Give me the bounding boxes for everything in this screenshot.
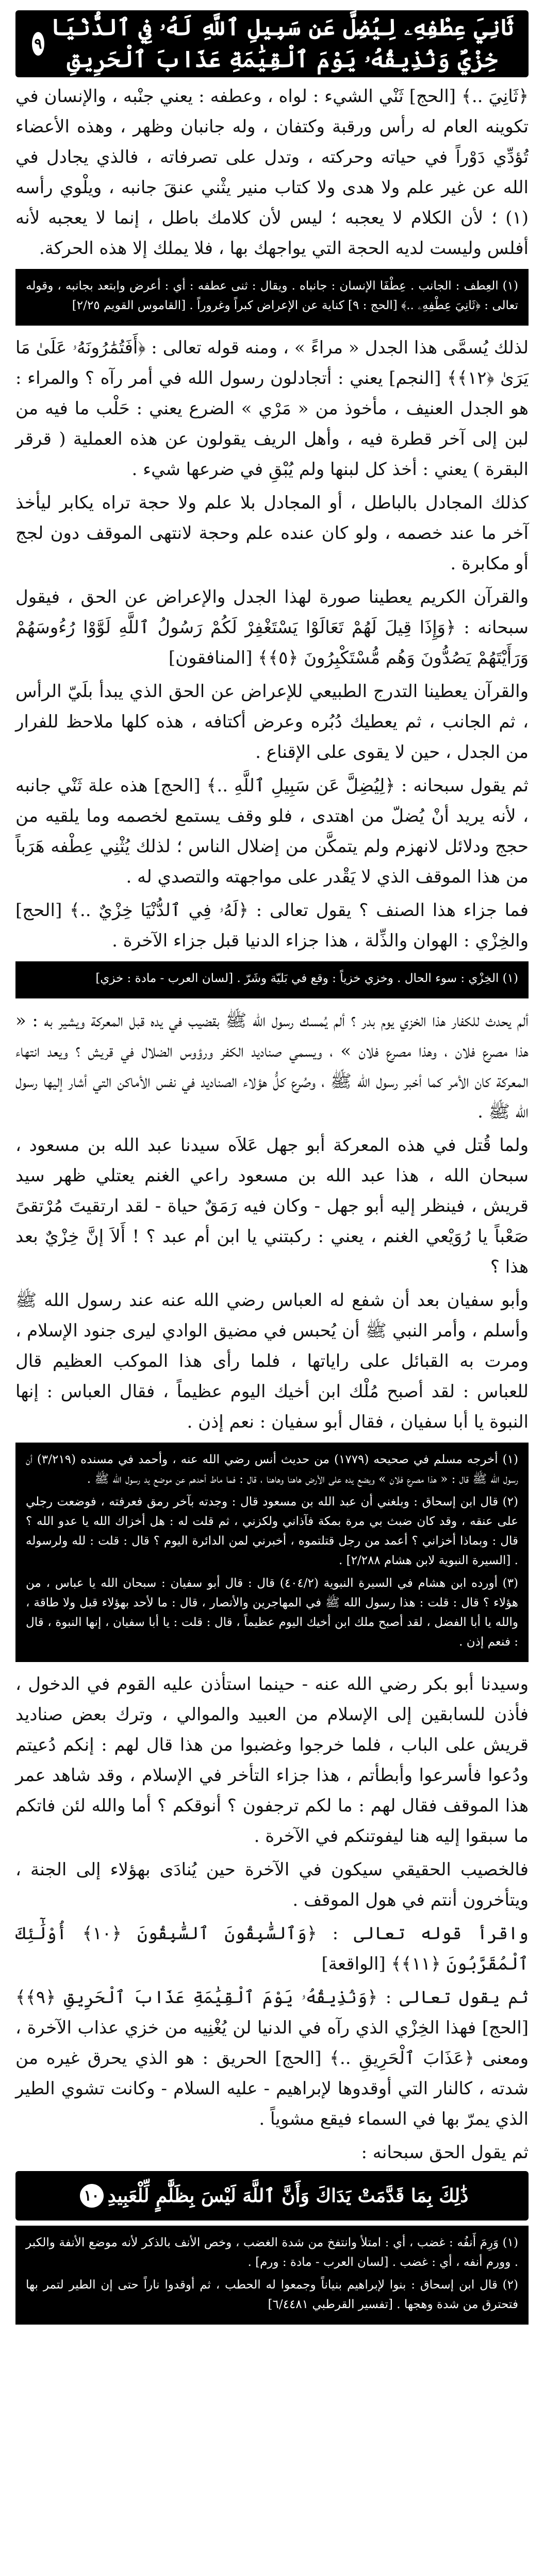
paragraph: والقرآن يعطينا التدرج الطبيعي للإعراض عن الحق الذي يبدأ بلَيّ الرأس ، ثم الجانب ، ثم يعطيك دُبُره وعرض أكتافه ، هذه كلها ملاحظ للفرار من الجدل ، حين لا يقوى على الإقناع . [15, 681, 529, 762]
body-section-1 [15, 81, 529, 264]
footnote-box-3 [15, 1443, 529, 1662]
footnote: (١) أخرجه مسلم في صحيحه (١٧٧٩) من حديث أنس رضي الله عنه ، وأحمد في مسنده (٣/٢١٩) أن رسول الله ﷺ قال : « هذا مصرع فلان » ويضع يده على الأرض هاهنا وهاهنا ، قال : فما ماط أحدهم عن موضع يد رسول الله ﷺ . [26, 1453, 518, 1486]
footnote: (٣) أورده ابن هشام في السيرة النبوية (٤٠٤/٢) قال : قال أبو سفيان : سبحان الله يا عباس ، من هؤلاء ؟ قال : قلت : هذا رسول الله ﷺ في المهاجرين والأنصار ، قال : ما لأحد بهؤلاء قبل ولا طاقة ، والله يا أبا الفضل ، لقد أصبح ملك ابن أخيك اليوم عظيماً ، قال : قلت : يا أبا سفيان ، إنها النبوة ، قال : فنعم إذن . [26, 1577, 518, 1649]
body-section-2 [15, 333, 529, 956]
ayah-text: ذَٰلِكَ بِمَا قَدَّمَتْ يَدَاكَ وَأَنَّ ٱللَّهَ لَيْسَ بِظَلَّٰمٍ لِّلْعَبِيدِ [107, 2185, 469, 2207]
paragraph: ثم يقول الحق سبحانه : [361, 2142, 529, 2163]
paragraph: وأبو سفيان بعد أن شفع له العباس رضي الله عنه عند رسول الله ﷺ وأسلم ، وأمر النبي ﷺ أن يُحبس في مضيق الوادي ليرى جنود الإسلام ، ومرت به القبائل على راياتها ، فلما رأى هذا الموكب العظيم قال للعباس : لقد أصبح مُلْك ابن أخيك اليوم عظيماً ، فقال العباس : إنها النبوة يا أبا سفيان ، فقال أبو سفيان : نعم إذن . [15, 1290, 529, 1432]
body-section-3 [15, 1006, 529, 1437]
footnote: (١) الخِزْي : سوء الحال . وخزي خزياً : وقع في بَليّة وشَرّ . [لسان العرب - مادة : خزي] [95, 972, 518, 985]
paragraph: واقرأ قوله تعالى : ﴿وَٱلسَّٰبِقُونَ ٱلسَّٰبِقُونَ ﴿١٠﴾ أُوْلَٰٓئِكَ ٱلْمُقَرَّبُونَ ﴿١١﴾﴾ [الواقعة] [15, 1923, 529, 1974]
paragraph: ثم يقول سبحانه : ﴿لِيُضِلَّ عَن سَبِيلِ ٱللَّهِ ..﴾ [الحج] هذه علة ثَنْي جانبه ، لأنه يريد أنْ يُضلّ من اهتدى ، فلو وقف يستمع لخصمه وما يلقيه من حجج ودلائل لانهزم ولم يتمكَّن من إضلال الناس ؛ لذلك يُثْنِي عِطْفه هَرَباً من هذا الموقف الذي لا يَقْدر على مواجهته والتصدي له . [15, 775, 529, 887]
paragraph: ولما قُتل في هذه المعركة أبو جهل عَلاَه سيدنا عبد الله بن مسعود ، سبحان الله ، هذا عبد الله بن مسعود راعي الغنم يعتلي ظهر سيد قريش ، فينظر إليه أبو جهل - وكان فيه رَمَقٌ حياة - لقد ارتقيتَ مُرْتقىً صَعْباً يا رُوَيْعي الغنم ، يعني : ركبتني يا ابن أم عبد ؟ ! أَلاَ إنَّ خِزْيٌ بعد هذا ؟ [15, 1135, 529, 1277]
footnote-box-1 [15, 269, 529, 326]
body-section-4 [15, 1669, 529, 2168]
ayah-text: ثَانِيَ عِطْفِهِۦ لِيُضِلَّ عَن سَبِيلِ ٱللَّهِ لَهُۥ فِي ٱلدُّنْيَا خِزْيٌ وَنُذِيقُهُۥ يَوْمَ ٱلْقِيَٰمَةِ عَذَابَ ٱلْحَرِيقِ [51, 14, 514, 73]
footnote-box-4 [15, 2226, 529, 2325]
footnote: (٢) قال ابن إسحاق : وبلغني أن عبد الله بن مسعود قال : وجدته بآخر رمق فعرفته ، فوضعت رجلي على عنقه ، وقد كان ضبث بي مرة بمكة فآذاني ولكزني ، ثم قلت له : هل أخزاك الله يا عدو الله ؟ قال : وبماذا أخزاني ؟ أعمد من رجل قتلتموه ، أخبرني لمن الدائرة اليوم ؟ قال : قلت : لله ولرسوله . [السيرة النبوية لابن هشام ٢/٢٨٨] . [26, 1495, 518, 1567]
footnote: (١) وَرِمَ أَنفُه : غضب ، أي : امتلأ وانتفخ من شدة الغضب ، وخص الأنف بالذكر لأنه موضع الأنفة والكبر . وورم أنفه ، أي : غضب . [لسان العرب - مادة : ورم] . [26, 2236, 518, 2269]
paragraph: فما جزاء هذا الصنف ؟ يقول تعالى : ﴿لَهُۥ فِي ٱلدُّنْيَا خِزْيٌ ..﴾ [الحج] والخِزْي : الهوان والذِّلة ، هذا جزاء الدنيا قبل جزاء الآخرة . [15, 900, 529, 951]
paragraph: فالخصيب الحقيقي سيكون في الآخرة حين يُنادَى بهؤلاء إلى الجنة ، ويتأخرون أنتم في هول الموقف . [15, 1859, 529, 1910]
ayah-banner-bottom [15, 2171, 529, 2221]
paragraph: ﴿ثَانِيَ ..﴾ [الحج] ثَنْي الشيء : لواه ، وعطفه : يعني جنْبه ، والإنسان في تكوينه العام له رأس ورقبة وكتفان ، وله جانبان وظهر ، وهذه الأعضاء تُؤدِّي دَوْراً في حياته وحركته ، وتدل على تصرفاته ، فالذي يجادل في الله عن غير علم ولا هدى ولا كتاب منير يثْني عنقَ جانبه ، ويلْوي رأسه (١) ؛ لأن الكلام لا يعجبه ؛ ليس لأن كلامك باطل ، إنما لا يعجبه لأنه أفلس وليست لديه الحجة التي يواجهك بها ، فلا يملك إلا هذه الحركة. [15, 86, 529, 259]
ayah-number-badge: ١٠ [80, 2184, 104, 2208]
paragraph: كذلك المجادل بالباطل ، أو المجادل بلا علم ولا حجة تراه يكابر ليأخذ آخر ما عند خصمه ، ولو كان عنده علم وحجة لانتهى الموقف دون لجج أو مكابرة . [15, 493, 529, 574]
paragraph: ثم يقول تعالى : ﴿وَنُذِيقُهُۥ يَوْمَ ٱلْقِيَٰمَةِ عَذَابَ ٱلْحَرِيقِ ﴿٩﴾﴾ [الحج] فهذا الخِزْي الذي رآه في الدنيا لن يُغْنِيه من خزي عذاب الآخرة ، ومعنى ﴿عَذَابَ ٱلْحَرِيقِ ..﴾ [الحج] الحريق : هو الذي يحرق غيره من شدته ، كالنار التي أوقدوها لإبراهيم - عليه السلام - وكانت تشوي الطير الذي يمرّ بها في السماء فيقع مشوياً . [15, 1987, 529, 2129]
paragraph: وسيدنا أبو بكر رضي الله عنه - حينما استأذن عليه القوم في الدخول ، فأذن للسابقين إلى الإسلام من العبيد والموالي ، وترك بعض صناديد قريش على الباب ، فلما خرجوا وغضبوا من هذا قال لهم : إنكم دُعيتم ودُعوا فأسرعوا وأبطأتم ، هذا جزاء التأخر في الإسلام ، وقد شاهد عمر هذا الموقف فقال لهم : ما لكم ترجفون ؟ أنوقكم ؟ أما والله لئن فاتكم ما سبقوا إليه هنا ليفوتنكم في الآخرة . [15, 1674, 529, 1846]
paragraph: ألم يحدث للكفار هذا الخزي يوم بدر ؟ ألم يُمسك رسول الله ﷺ بقضيب في يده قبل المعركة ويشير به : « هذا مصرع فلان ، وهذا مصرع فلان » ، ويسمي صناديد الكفر ورؤوس الضلال في قريش ؟ ويعد انتهاء المعركة كان الأمر كما أخبر رسول الله ﷺ ، وصُرع كلُّ هؤلاء الصناديد في نفس الأماكن التي أشار إليها رسول الله ﷺ . [15, 1010, 529, 1122]
footnote-box-2 [15, 961, 529, 998]
paragraph: لذلك يُسمَّى هذا الجدل « مراءً » ، ومنه قوله تعالى : ﴿أَفَتُمَٰرُونَهُۥ عَلَىٰ مَا يَرَىٰ ﴿١٢﴾﴾ [النجم] يعني : أتجادلون رسول الله في أمر رآه ؟ والمراء : هو الجدل العنيف ، مأخوذ من « مَرْي » الضرع يعني : حَلْب ما فيه من لبن إلى آخر قطرة فيه ، وأهل الريف يقولون عن هذه العملية ( قرقر البقرة ) يعني : أخذ كل لبنها ولم يُبْقِ في ضرعها شيء . [15, 337, 529, 480]
ayah-banner-top [15, 10, 529, 77]
footnote: (١) العِطف : الجانب . عِطْفَا الإنسان : جانباه . ويقال : ثنى عطفه : أي : أعرض وابتعد بجانبه ، وقوله تعالى : ﴿ثَانِيَ عِطْفِهِۦ ..﴾ [الحج : ٩] كناية عن الإعراض كبراً وغروراً . [القاموس القويم ٢/٢٥] [26, 279, 518, 312]
paragraph: والقرآن الكريم يعطينا صورة لهذا الجدل والإعراض عن الحق ، فيقول سبحانه : ﴿وَإِذَا قِيلَ لَهُمْ تَعَالَوْا يَسْتَغْفِرْ لَكُمْ رَسُولُ ٱللَّهِ لَوَّوْا رُءُوسَهُمْ وَرَأَيْتَهُمْ يَصُدُّونَ وَهُم مُّسْتَكْبِرُونَ ﴿٥﴾﴾ [المنافقون] [15, 587, 529, 668]
footnote: (٢) قال ابن إسحاق : بنوا لإبراهيم بنياناً وجمعوا له الحطب ، ثم أوقدوا ناراً حتى إن الطير لتمر بها فتحترق من شدة وهجها . [تفسير القرطبي ٦/٤٤٨١] [26, 2278, 518, 2311]
ayah-number-badge: ٩ [32, 32, 44, 56]
